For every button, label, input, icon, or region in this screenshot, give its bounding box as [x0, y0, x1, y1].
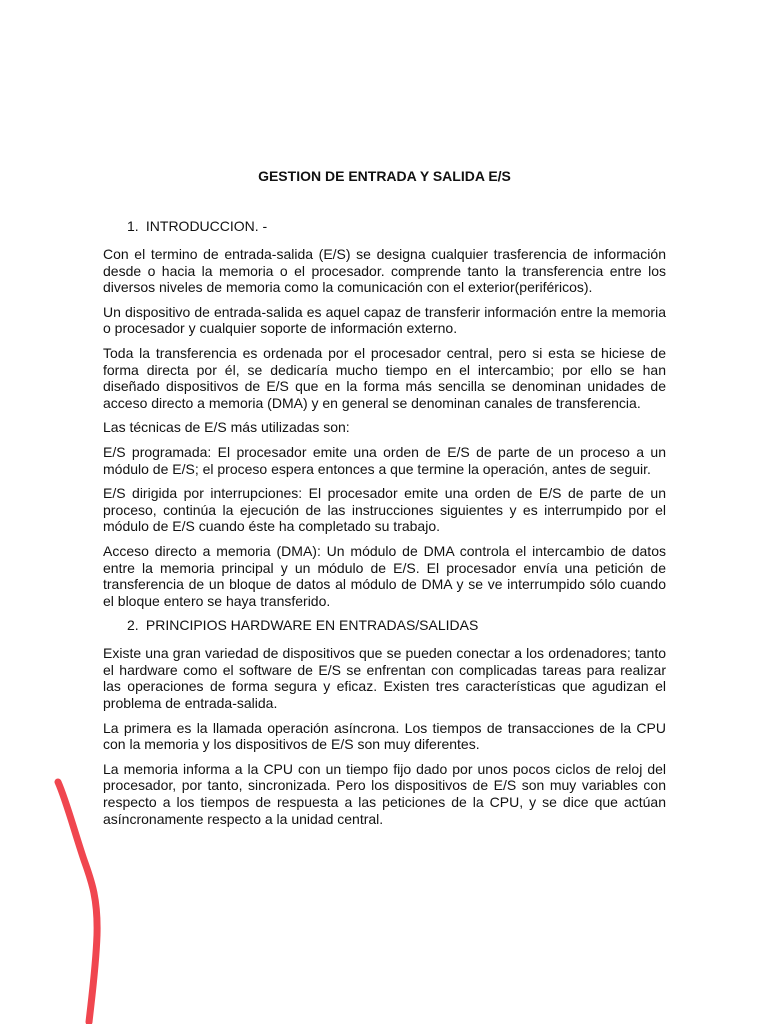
paragraph: Existe una gran variedad de dispositivos que se pueden conectar a los ordenadores; tanto el hardware como el software de E/S se enfrentan con complicadas tareas para realizar las operaciones de forma segura y eficaz. Existen tres características que agudizan el problema de entrada-salida.: [103, 645, 666, 712]
paragraph: E/S dirigida por interrupciones: El procesador emite una orden de E/S de parte de un proceso, continúa la ejecución de las instrucciones siguientes y es interrumpido por el módulo de E/S cuando éste ha completado su trabajo.: [103, 485, 666, 535]
paragraph: E/S programada: El procesador emite una orden de E/S de parte de un proceso a un módulo de E/S; el proceso espera entonces a que termine la operación, antes de seguir.: [103, 443, 666, 477]
section-heading-introduccion: [127, 218, 666, 235]
document-title: GESTION DE ENTRADA Y SALIDA E/S: [258, 168, 511, 184]
paragraph: Las técnicas de E/S más utilizadas son:: [103, 419, 350, 436]
paragraph: La primera es la llamada operación asíncrona. Los tiempos de transacciones de la CPU con la memoria y los dispositivos de E/S son muy diferentes.: [103, 719, 666, 753]
red-pen-stroke: [58, 782, 97, 1022]
paragraph: Un dispositivo de entrada-salida es aquel capaz de transferir información entre la memoria o procesador y cualquier soporte de información externo.: [103, 303, 666, 337]
paragraph: Toda la transferencia es ordenada por el procesador central, pero si esta se hiciese de forma directa por él, se dedicaría mucho tiempo en el intercambio; por ello se han diseñado dispositivos de E/S que en la forma más sencilla se denominan unidades de acceso directo a memoria (DMA) y en general se denominan canales de transferencia.: [103, 344, 666, 411]
paragraph: Con el termino de entrada-salida (E/S) se designa cualquier trasferencia de información desde o hacia la memoria o el procesador. comprende tanto la transferencia entre los diversos niveles de memoria como la comunicación con el exterior(periféricos).: [103, 246, 666, 296]
document-page: [103, 166, 666, 835]
section-heading-text: INTRODUCCION. -: [145, 218, 268, 234]
section-number: 1.: [127, 218, 139, 234]
section-heading-text: PRINCIPIOS HARDWARE EN ENTRADAS/SALIDAS: [145, 617, 479, 634]
paragraph: Acceso directo a memoria (DMA): Un módulo de DMA controla el intercambio de datos entre la memoria principal y un módulo de E/S. El procesador envía una petición de transferencia de un bloque de datos al módulo de DMA y se ve interrumpido sólo cuando el bloque entero se haya transferido.: [103, 542, 666, 609]
paragraph: La memoria informa a la CPU con un tiempo fijo dado por unos pocos ciclos de reloj del procesador, por tanto, sincronizada. Pero los dispositivos de E/S son muy variables con respecto a los tiempos de respuesta a las peticiones de la CPU, y se dice que actúan asíncronamente respecto a la unidad central.: [103, 760, 666, 827]
section-number: 2.: [127, 617, 139, 634]
section-heading-principios-hardware: [127, 617, 666, 634]
